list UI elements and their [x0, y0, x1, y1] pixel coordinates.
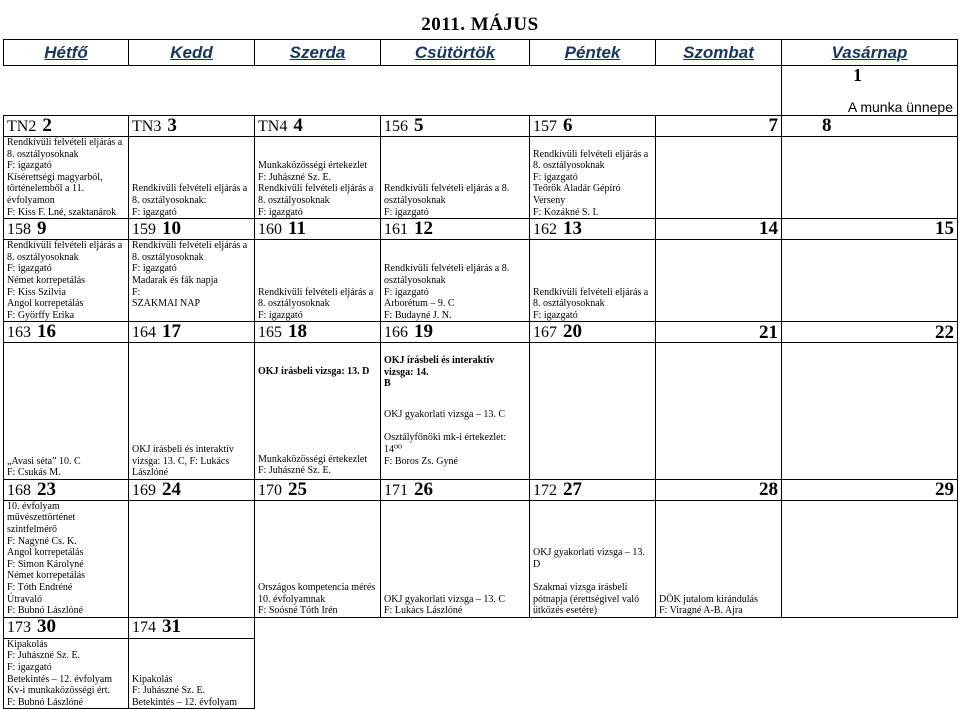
date-cell: 28: [656, 479, 782, 500]
day-header-friday: Péntek: [530, 40, 656, 66]
event-cell: Rendkívüli felvételi eljárás a 8. osztályosoknak F: igazgató: [381, 137, 530, 219]
event-row-week2: [4, 240, 958, 322]
day-header-sunday: Vasárnap: [782, 40, 958, 66]
calendar-table: [3, 39, 958, 709]
page-title: 2011. MÁJUS: [421, 14, 539, 35]
date-cell: 171 26: [381, 479, 530, 500]
date-cell: 168 23: [4, 479, 129, 500]
date-cell: 160 11: [255, 219, 381, 240]
event-cell: [255, 343, 381, 480]
event-cell: [782, 137, 958, 219]
event-cell: Országos kompetencia mérés 10. évfolyamnak F: Soósné Tóth Irén: [255, 500, 381, 617]
day-header-wednesday: Szerda: [255, 40, 381, 66]
event-cell: Rendkívüli felvételi eljárás a 8. osztályosoknak F: igazgató Kísérettségi magyarból, történelemből a 11. évfolyamon F: Kiss F. Lné, szaktanárok: [4, 137, 129, 219]
date-cell: 161 12: [381, 219, 530, 240]
event-text: OKJ írásbeli és interaktív vizsga: 14. B: [384, 354, 495, 390]
date-cell: 164 17: [129, 322, 255, 343]
event-cell: [530, 343, 656, 480]
date-cell: 172 27: [530, 479, 656, 500]
date-cell: 173 30: [4, 617, 129, 638]
date-cell: 7: [656, 116, 782, 137]
event-text: OKJ írásbeli vizsga: 13. D: [258, 365, 370, 377]
date-row-week1: [4, 116, 958, 137]
event-text: OKJ gyakorlati vizsga – 13. C Osztályfőnöki mk-i értekezlet: 14⁰⁰ F: Boros Zs. Gyné: [384, 409, 507, 467]
weekday-header-row: [4, 40, 958, 66]
date-cell: 156 5: [381, 116, 530, 137]
event-cell: [381, 343, 530, 480]
event-cell: Munkaközösségi értekezlet F: Juhászné Sz. E. Rendkívüli felvételi eljárás a 8. osztályosoknak F: igazgató: [255, 137, 381, 219]
event-cell: [782, 343, 958, 480]
day-header-monday: Hétfő: [4, 40, 129, 66]
date-cell: 15: [782, 219, 958, 240]
date-cell: 22: [782, 322, 958, 343]
date-cell: 14: [656, 219, 782, 240]
date-cell: 159 10: [129, 219, 255, 240]
day-header-thursday: Csütörtök: [381, 40, 530, 66]
date-cell: 158 9: [4, 219, 129, 240]
event-cell: Rendkívüli felvételi eljárás a 8. osztályosoknak F: igazgató: [530, 240, 656, 322]
event-row-week4: [4, 500, 958, 617]
event-cell: [656, 343, 782, 480]
event-cell: [782, 240, 958, 322]
event-text: Munkaközösségi értekezlet F: Juhászné Sz. E.: [258, 453, 368, 477]
event-cell: OKJ gyakorlati vizsga – 13. C F: Lukács Lászlóné: [381, 500, 530, 617]
event-cell: Rendkívüli felvételi eljárás a 8. osztályosoknak: F: igazgató: [129, 137, 255, 219]
day-header-saturday: Szombat: [656, 40, 782, 66]
date-cell: 162 13: [530, 219, 656, 240]
event-cell: [782, 500, 958, 617]
date-cell: 157 6: [530, 116, 656, 137]
date-cell: 163 16: [4, 322, 129, 343]
date-row-week4: [4, 479, 958, 500]
event-cell: DÖK jutalom kirándulás F: Viragné A-B. Ajra: [656, 500, 782, 617]
event-cell: Rendkívüli felvételi eljárás a 8. osztályosoknak F: igazgató: [255, 240, 381, 322]
event-cell: Rendkívüli felvételi eljárás a 8. osztályosoknak F: igazgató Arborétum – 9. C F: Budayné J. N.: [381, 240, 530, 322]
date-cell: TN2 2: [4, 116, 129, 137]
date-row-week3: [4, 322, 958, 343]
event-cell: Rendkívüli felvételi eljárás a 8. osztályosoknak F: igazgató Német korrepetálás F: Kiss Szilvia Angol korrepetálás F: Györffy Erika: [4, 240, 129, 322]
date-cell: 169 24: [129, 479, 255, 500]
week-row-0: [4, 66, 958, 116]
event-cell: [129, 500, 255, 617]
date-cell: 21: [656, 322, 782, 343]
day-number: 1: [853, 65, 862, 85]
event-cell: OKJ írásbeli és interaktív vizsga: 13. C, F: Lukács Lászlóné: [129, 343, 255, 480]
event-row-week1: [4, 137, 958, 219]
event-cell: Rendkívüli felvételi eljárás a 8. osztályosoknak F: igazgató Teőrök Aladár Gépíró Verseny F: Kozákné S. I.: [530, 137, 656, 219]
event-cell: [656, 240, 782, 322]
date-row-week2: [4, 219, 958, 240]
date-cell: 29: [782, 479, 958, 500]
event-cell: Kipakolás F: Juhászné Sz. E. Betekintés – 12. évfolyam: [129, 638, 255, 709]
day-cell-1: [782, 66, 958, 116]
event-cell: Kipakolás F: Juhászné Sz. E. F: igazgató Betekintés – 12. évfolyam Kv-i munkaközösségi ért. F: Bubnó Lászlóné: [4, 638, 129, 709]
holiday-label: A munka ünnepe: [847, 99, 953, 116]
date-cell: TN3 3: [129, 116, 255, 137]
event-cell: 10. évfolyam művészettörténet szintfelmérő F: Nagyné Cs. K. Angol korrepetálás F: Simon Károlyné Német korrepetálás F: Tóth Endréné Útravaló F: Bubnó Lászlóné: [4, 500, 129, 617]
event-cell: [656, 137, 782, 219]
date-cell: 174 31: [129, 617, 255, 638]
event-cell: OKJ gyakorlati vizsga – 13. D Szakmai vizsga írásbeli pótnapja (érettségivel való ütközés esetére): [530, 500, 656, 617]
event-row-week5: [4, 638, 958, 709]
date-cell: 8: [782, 116, 958, 137]
event-cell: Rendkívüli felvételi eljárás a 8. osztályosoknak F: igazgató Madarak és fák napja F: SZAKMAI NAP: [129, 240, 255, 322]
date-cell: 170 25: [255, 479, 381, 500]
date-cell: TN4 4: [255, 116, 381, 137]
date-cell: 167 20: [530, 322, 656, 343]
event-row-week3: [4, 343, 958, 480]
day-header-tuesday: Kedd: [129, 40, 255, 66]
date-cell: 166 19: [381, 322, 530, 343]
event-cell: „Avasi séta” 10. C F: Csukás M.: [4, 343, 129, 480]
date-cell: 165 18: [255, 322, 381, 343]
date-row-week5: [4, 617, 958, 638]
